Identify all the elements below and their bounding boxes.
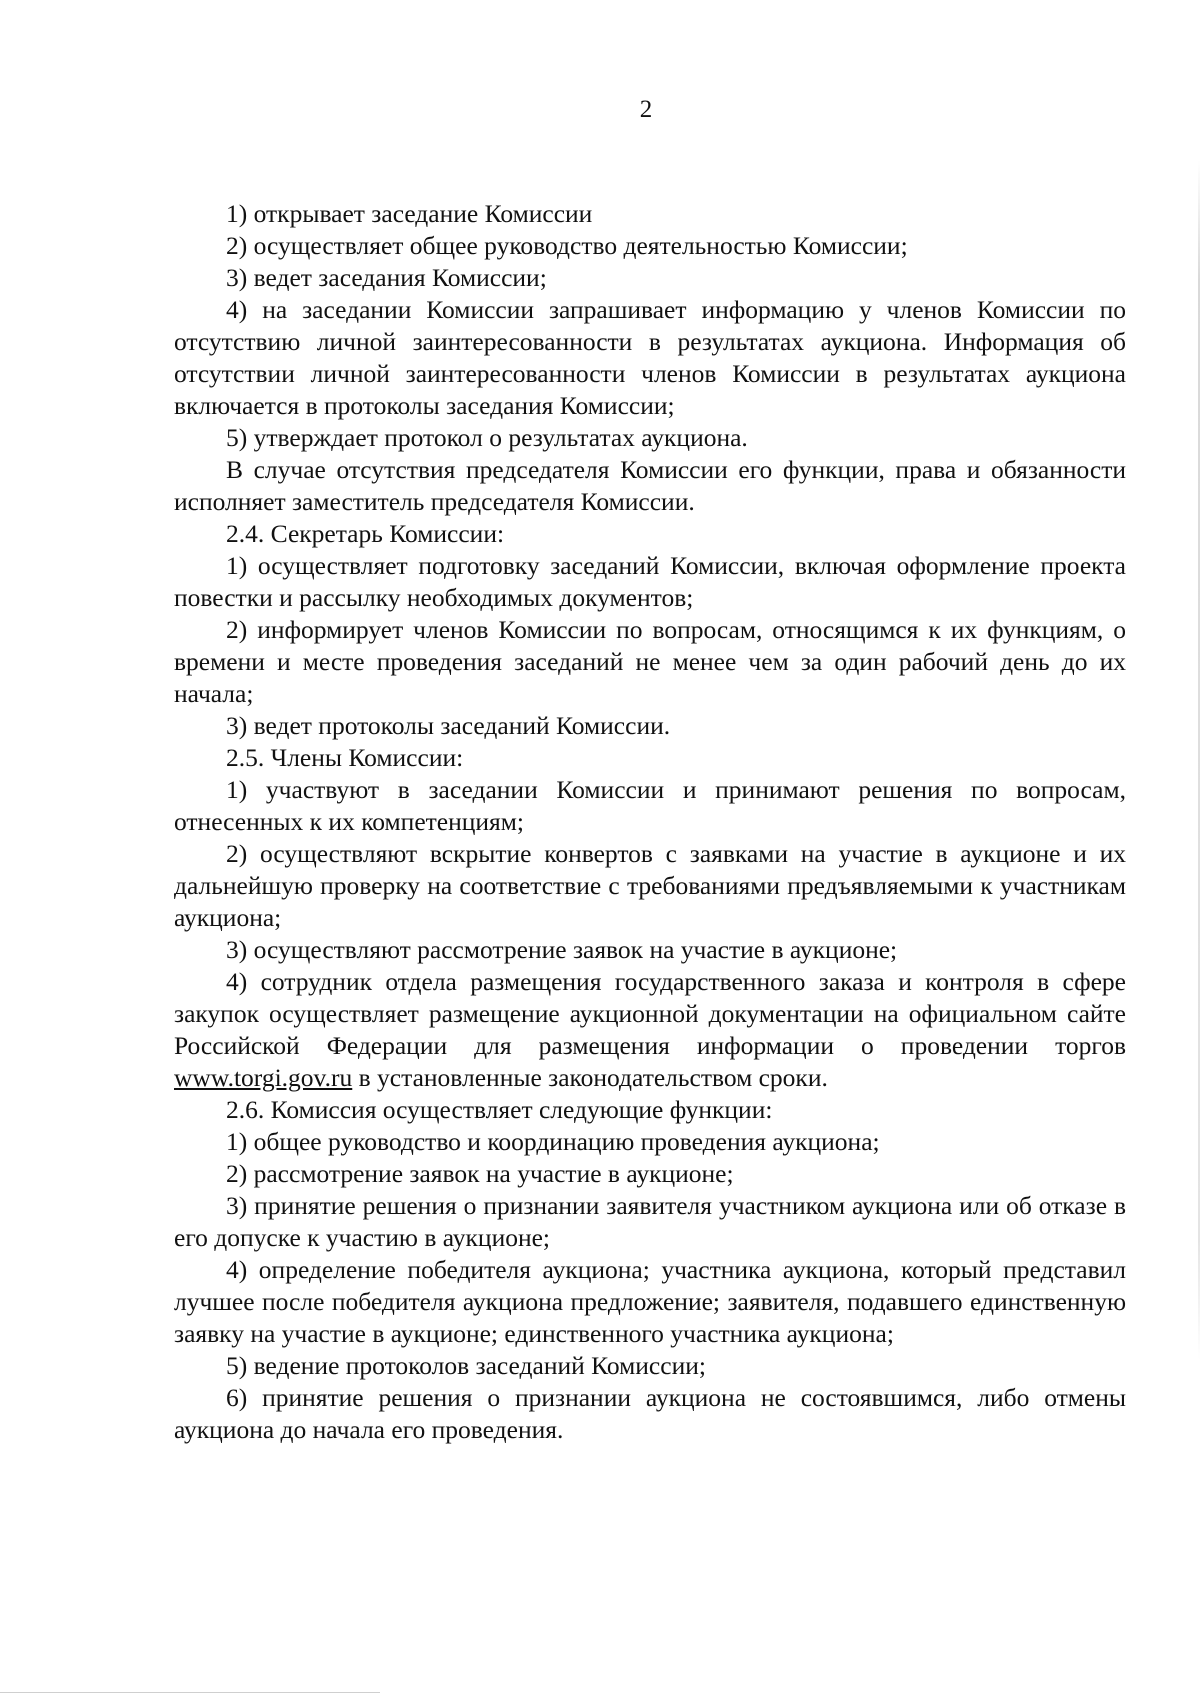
paragraph: 3) ведет заседания Комиссии; [226, 263, 547, 292]
paragraph: 2) рассмотрение заявок на участие в аукционе; [226, 1159, 734, 1188]
paragraph: 1) участвуют в заседании Комиссии и принимают решения по вопросам, отнесенных к их компетенциям; [174, 775, 1126, 836]
paragraph: 3) принятие решения о признании заявителя участником аукциона или об отказе в его допуске к участию в аукционе; [174, 1191, 1126, 1252]
paragraph: 6) принятие решения о признании аукциона не состоявшимся, либо отмены аукциона до начала его проведения. [174, 1383, 1126, 1444]
paragraph: 3) осуществляют рассмотрение заявок на участие в аукционе; [226, 935, 898, 964]
paragraph: 1) осуществляет подготовку заседаний Комиссии, включая оформление проекта повестки и рассылку необходимых документов; [174, 551, 1126, 612]
paragraph: 3) ведет протоколы заседаний Комиссии. [226, 711, 671, 740]
section-heading-2-6: 2.6. Комиссия осуществляет следующие функции: [226, 1095, 773, 1124]
paragraph: 2) осуществляют вскрытие конвертов с заявками на участие в аукционе и их дальнейшую проверку на соответствие с требованиями предъявляемыми к участникам аукциона; [174, 839, 1126, 932]
paragraph-text-after-link: в установленные законодательством сроки. [352, 1063, 828, 1092]
paragraph: 5) утверждает протокол о результатах аукциона. [226, 423, 748, 452]
paragraph-text-before-link: 4) сотрудник отдела размещения государственного заказа и контроля в сфере закупок осуществляет размещение аукционной документации на официальном сайте Российской Федерации для размещения информации о проведении торгов [174, 967, 1126, 1060]
section-heading-2-5: 2.5. Члены Комиссии: [226, 743, 464, 772]
paragraph: 1) открывает заседание Комиссии [226, 199, 593, 228]
torgi-gov-link[interactable]: www.torgi.gov.ru [174, 1063, 353, 1092]
paragraph: 2) осуществляет общее руководство деятельностью Комиссии; [226, 231, 908, 260]
paragraph: 4) на заседании Комиссии запрашивает информацию у членов Комиссии по отсутствию личной заинтересованности в результатах аукциона. Информация об отсутствии личной заинтересованности членов Комиссии в результатах аукциона включается в протоколы заседания Комиссии; [174, 295, 1126, 420]
paragraph-with-link [174, 966, 1126, 1094]
paragraph: 4) определение победителя аукциона; участника аукциона, который представил лучшее после победителя аукциона предложение; заявителя, подавшего единственную заявку на участие в аукционе; единственного участника аукциона; [174, 1255, 1126, 1348]
paragraph: 1) общее руководство и координацию проведения аукциона; [226, 1127, 880, 1156]
section-heading-2-4: 2.4. Секретарь Комиссии: [226, 519, 505, 548]
paragraph: В случае отсутствия председателя Комиссии его функции, права и обязанности исполняет заместитель председателя Комиссии. [174, 455, 1126, 516]
paragraph: 2) информирует членов Комиссии по вопросам, относящимся к их функциям, о времени и месте проведения заседаний не менее чем за один рабочий день до их начала; [174, 615, 1126, 708]
page-number: 2 [639, 96, 653, 123]
paragraph: 5) ведение протоколов заседаний Комиссии; [226, 1351, 706, 1380]
scan-bottom-line [0, 1692, 380, 1693]
document-body [174, 198, 1126, 1446]
